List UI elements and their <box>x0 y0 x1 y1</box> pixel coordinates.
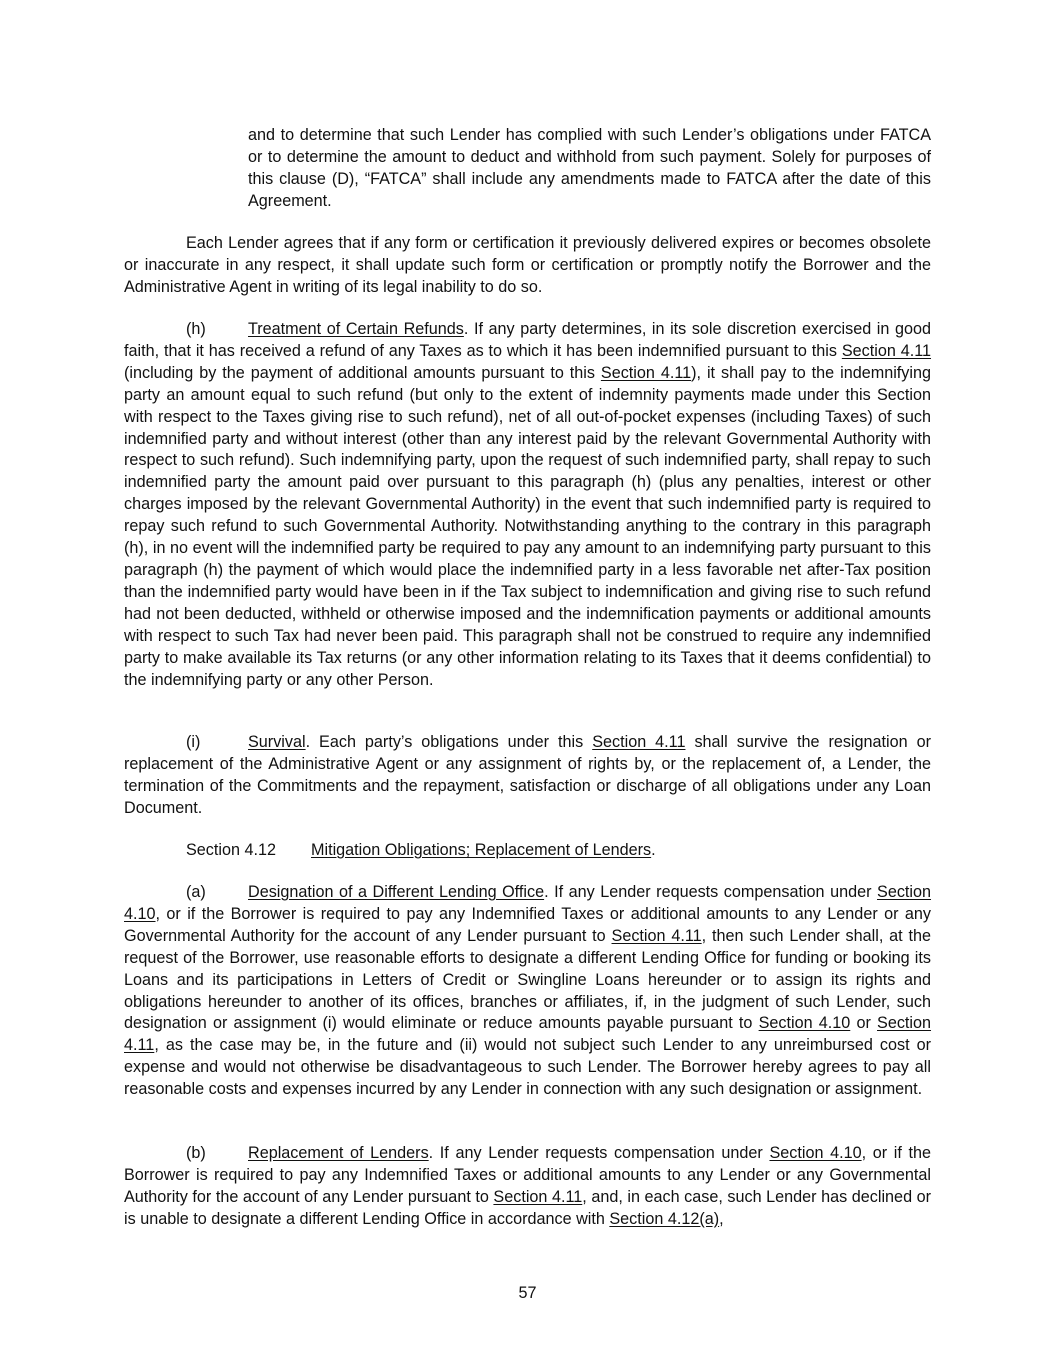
section-title: Mitigation Obligations; Replacement of Lenders <box>311 841 652 859</box>
paragraph-text: , and, in each case, such Lender has declined or is unable to designate a different Lending Office in accordance with <box>124 1187 932 1228</box>
paragraph-h-refunds <box>124 319 931 691</box>
paragraph-i-survival <box>124 732 931 820</box>
section-reference: Section 4.11 <box>124 1014 932 1055</box>
section-reference: Section 4.12(a) <box>609 1209 720 1228</box>
clause-label: (a) <box>186 883 206 901</box>
paragraph-text: ), it shall pay to the indemnifying party an amount equal to such refund (but only to the extent of indemnity payments made under this Section with respect to the Taxes giving rise to such refund), net of all out-of-pocket expenses (including Taxes) of such indemnified party and without interest (other than any interest paid by the relevant Governmental Authority with respect to such refund). Such indemnifying party, upon the request of such indemnified party, shall repay to such indemnified party the amount paid over pursuant to this paragraph (h) (plus any penalties, interest or other charges imposed by the relevant Governmental Authority) in the event that such indemnified party is required to repay such refund to such Governmental Authority. Notwithstanding anything to the contrary in this paragraph (h), in no event will the indemnified party be required to pay any amount to an indemnifying party pursuant to this paragraph (h) the payment of which would place the indemnified party in a less favorable net after-Tax position than the indemnified party would have been in if the Tax subject to indemnification and giving rise to such refund had not been deducted, withheld or otherwise imposed and the indemnification payments or additional amounts with respect to such Tax had never been paid. This paragraph shall not be construed to require any indemnified party to make available its Tax returns (or any other information relating to its Taxes that it deems confidential) to the indemnifying party or any other Person. <box>124 363 931 689</box>
section-reference: Section 4.11 <box>493 1187 583 1206</box>
section-reference: Section 4.11 <box>841 341 932 360</box>
section-label: Section 4.12 <box>186 841 276 859</box>
paragraph-text: . If any Lender requests compensation under <box>428 1144 770 1162</box>
paragraph-text: . If any Lender requests compensation under <box>544 883 878 901</box>
clause-label: (h) <box>186 320 206 338</box>
paragraph-text: shall survive the resignation or replacement of the Administrative Agent or any assignment of rights by, or the replacement of, a Lender, the termination of the Commitments and the repayment, satisfaction or discharge of all obligations under any Loan Document. <box>124 733 932 817</box>
section-reference: Section 4.10 <box>769 1144 862 1162</box>
section-reference: Section 4.10 <box>758 1014 851 1033</box>
page-number: 57 <box>518 1284 537 1302</box>
paragraph-b-replacement <box>124 1143 931 1231</box>
clause-heading: Replacement of Lenders <box>248 1144 429 1162</box>
paragraph-text: . If any party determines, in its sole discretion exercised in good faith, that it has received a refund of any Taxes as to which it has been indemnified pursuant to this <box>124 320 931 360</box>
clause-heading: Designation of a Different Lending Office <box>248 883 545 901</box>
section-reference: Section 4.11 <box>600 363 692 382</box>
clause-heading: Survival <box>248 733 306 751</box>
section-reference: Section 4.11 <box>611 926 702 945</box>
paragraph-text: and to determine that such Lender has complied with such Lender’s obligations under FATCA or to determine the amount to deduct and withhold from such payment. Solely for purposes of this clause (D), “FATCA” shall include any amendments made to FATCA after the date of this Agreement. <box>248 126 931 210</box>
paragraph-text: , then such Lender shall, at the request of the Borrower, use reasonable efforts to designate a different Lending Office for funding or booking its Loans and its participations in Letters of Credit or Swingline Loans hereunder or to assign its rights and obligations hereunder to another of its offices, branches or affiliates, if, in the judgment of such Lender, such designation or assignment (i) would eliminate or reduce amounts payable pursuant to <box>124 926 931 1033</box>
paragraph-text: , or if the Borrower is required to pay any Indemnified Taxes or additional amounts to any Lender or any Governmental Authority for the account of any Lender pursuant to <box>124 904 931 945</box>
paragraph-text: Each Lender agrees that if any form or certification it previously delivered expires or becomes obsolete or inaccurate in any respect, it shall update such form or certification or promptly notify the Borrower and the Administrative Agent in writing of its legal inability to do so. <box>124 234 931 296</box>
paragraph-text: . Each party’s obligations under this <box>305 733 593 751</box>
paragraph-text: or <box>850 1014 878 1033</box>
paragraph-lender-update <box>124 233 931 299</box>
paragraph-text: , as the case may be, in the future and (ii) would not subject such Lender to any unreimbursed cost or expense and would not otherwise be disadvantageous to such Lender. The Borrower hereby agrees to pay all reasonable costs and expenses incurred by any Lender in connection with any such designation or assignment. <box>124 1036 931 1099</box>
section-heading-4-12 <box>124 840 931 862</box>
paragraph-a-designation <box>124 882 931 1101</box>
section-reference: Section 4.10 <box>124 883 932 923</box>
paragraph-text: , <box>719 1209 724 1228</box>
clause-heading: Treatment of Certain Refunds <box>248 320 464 338</box>
paragraph-text: (including by the payment of additional amounts pursuant to this <box>124 363 601 382</box>
section-title-end: . <box>651 841 656 859</box>
paragraph-text: , or if the Borrower is required to pay any Indemnified Taxes or additional amounts to any Lender or any Governmental Authority for the account of any Lender pursuant to <box>124 1144 932 1206</box>
section-reference: Section 4.11 <box>592 733 686 751</box>
clause-label: (i) <box>186 733 201 751</box>
paragraph-fatca-continuation <box>248 125 931 213</box>
clause-label: (b) <box>186 1144 206 1162</box>
